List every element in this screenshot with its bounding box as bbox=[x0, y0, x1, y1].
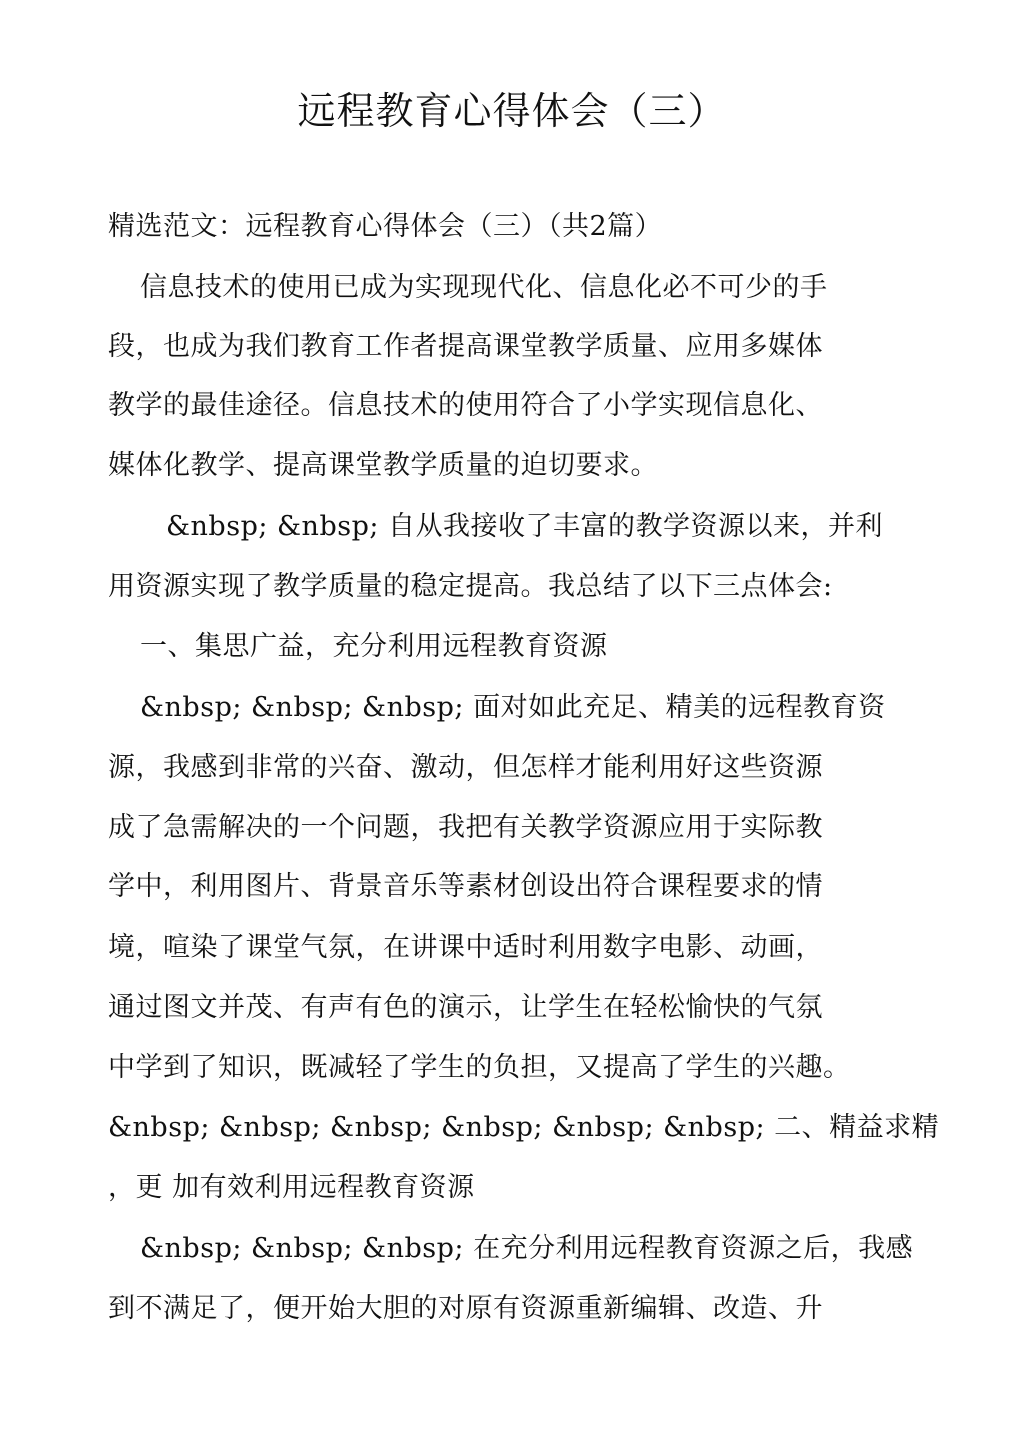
section-heading: 一、集思广益，充分利用远程教育资源 bbox=[140, 631, 608, 662]
paragraph-line: 中学到了知识，既减轻了学生的负担，又提高了学生的兴趣。 bbox=[108, 1052, 851, 1083]
paragraph-line: &nbsp; &nbsp; 自从我接收了丰富的教学资源以来，并利 bbox=[166, 511, 884, 542]
paragraph-line: &nbsp; &nbsp; &nbsp; 在充分利用远程教育资源之后，我感 bbox=[140, 1233, 914, 1264]
paragraph-line: 媒体化教学、提高课堂教学质量的迫切要求。 bbox=[108, 450, 658, 481]
paragraph-line: 到不满足了，便开始大胆的对原有资源重新编辑、改造、升 bbox=[108, 1293, 823, 1324]
paragraph-line: 教学的最佳途径。信息技术的使用符合了小学实现信息化、 bbox=[108, 390, 823, 421]
paragraph-line: 成了急需解决的一个问题，我把有关教学资源应用于实际教 bbox=[108, 812, 823, 843]
paragraph-line: 用资源实现了教学质量的稳定提高。我总结了以下三点体会: bbox=[108, 571, 833, 602]
paragraph-line: 源，我感到非常的兴奋、激动，但怎样才能利用好这些资源 bbox=[108, 752, 823, 783]
paragraph-line: 境，喧染了课堂气氛，在讲课中适时利用数字电影、动画， bbox=[108, 932, 823, 963]
section-heading: &nbsp; &nbsp; &nbsp; &nbsp; &nbsp; &nbsp; 二、精益求精 bbox=[108, 1112, 940, 1143]
paragraph-line: 段，也成为我们教育工作者提高课堂教学质量、应用多媒体 bbox=[108, 331, 823, 362]
paragraph-line: &nbsp; &nbsp; &nbsp; 面对如此充足、精美的远程教育资 bbox=[140, 692, 886, 723]
paragraph-line: 信息技术的使用已成为实现现代化、信息化必不可少的手 bbox=[140, 272, 828, 303]
document-title: 远程教育心得体会（三） bbox=[297, 89, 727, 133]
section-heading: ，更 加有效利用远程教育资源 bbox=[108, 1172, 475, 1203]
paragraph-line: 学中，利用图片、背景音乐等素材创设出符合课程要求的情 bbox=[108, 871, 823, 902]
paragraph-line: 通过图文并茂、有声有色的演示，让学生在轻松愉快的气氛 bbox=[108, 992, 823, 1023]
document-subtitle: 精选范文：远程教育心得体会（三）（共2篇） bbox=[108, 211, 663, 242]
